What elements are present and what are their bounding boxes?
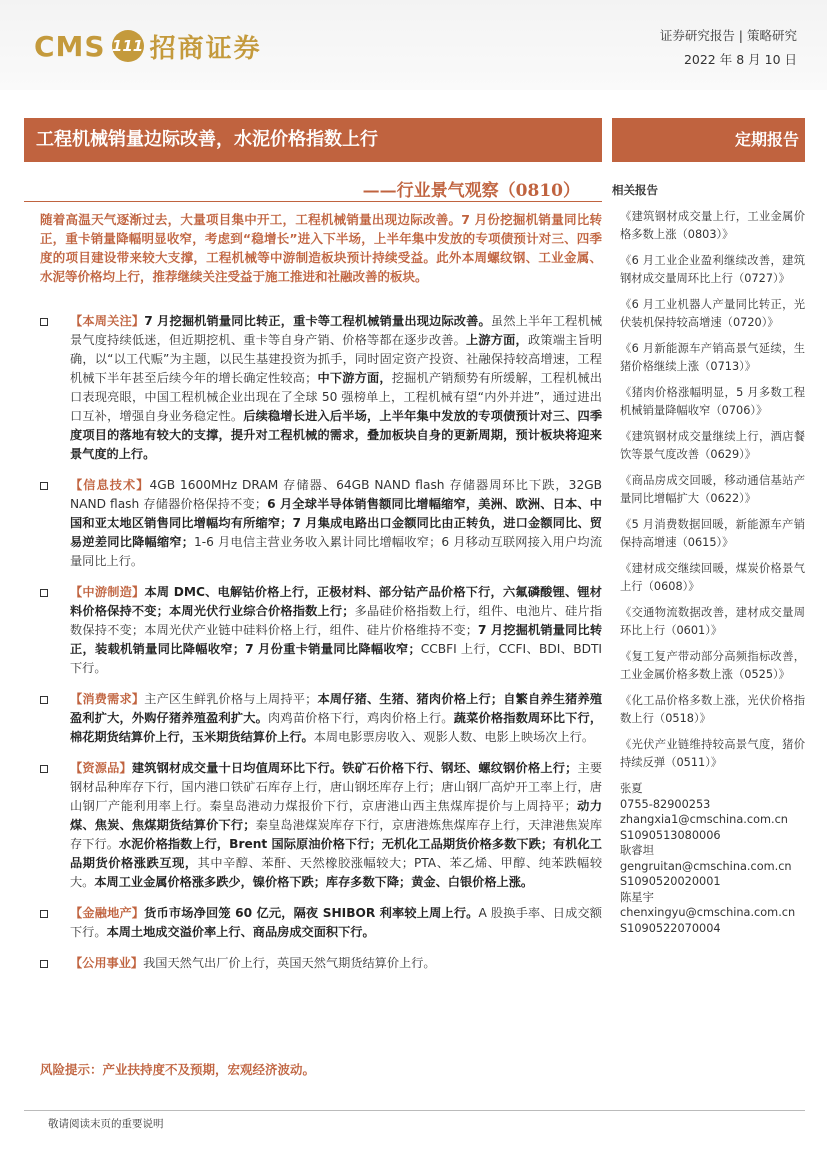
bullet-item — [40, 690, 602, 747]
subtitle-divider — [24, 201, 602, 202]
analyst-cert: S1090522070004 — [620, 921, 721, 935]
analyst-name: 张夏 — [620, 782, 643, 795]
square-bullet-icon — [40, 960, 48, 968]
related-reports-title: 相关报告 — [612, 183, 658, 197]
related-report-link[interactable]: 《建筑钢材成交量上行，工业金属价格多数上涨（0803）》 — [620, 210, 805, 241]
related-report-link[interactable]: 《复工复产带动部分高频指标改善，工业金属价格多数上涨（0525）》 — [620, 650, 805, 681]
related-report-link[interactable]: 《5 月消费数据回暖，新能源车产销保持高增速（0615）》 — [620, 518, 805, 549]
analyst-name: 陈星宇 — [620, 890, 654, 904]
report-title: 工程机械销量边际改善，水泥价格指数上行 — [24, 118, 602, 162]
analyst-email[interactable]: gengruitan@cmschina.com.cn — [620, 859, 792, 873]
bullet-text-segment: 多晶硅价格指数上行，组件、电池片、硅片指数保持不变；本周光伏产业链中硅料价格上行，组件、硅片价格维持不变； — [70, 604, 603, 637]
related-report-link[interactable]: 《猪肉价格涨幅明显，5 月多数工程机械销量降幅收窄（0706）》 — [620, 386, 805, 417]
analyst-cert: S1090520020001 — [620, 875, 721, 888]
bullet-text-segment: 挖掘机产销颓势有所缓解，工程机械出口表现亮眼，中国工程机械企业出现在了全球 50 强榜单上，工程机械有望“内外并进”，通过进出口互补，增强自身业务稳定性。 — [70, 371, 603, 423]
bullet-text-segment: 本周 DMC、电解钴价格上行，正极材料、部分钴产品价格下行，六氟磷酸锂、锂材料价格保持不变；本周光伏行业综合价格指数上行； — [70, 585, 602, 618]
bullet-text-segment: 秦皇岛港煤炭库存下行，京唐港炼焦煤库存上行，天津港焦炭库存下行。 — [70, 818, 603, 851]
bullet-text-segment: 动力煤、焦炭、焦煤期货结算价下行； — [70, 799, 603, 832]
related-report-link[interactable]: 《交通物流数据改善，建材成交量周环比上行（0601）》 — [620, 606, 805, 637]
bullet-text-segment: 后续稳增长进入后半场，上半年集中发放的专项债预计对三、四季度项目的落地有较大的支撑，提升对工程机械的需求，叠加板块自身的更新周期，预计板块将迎来景气度的上行。 — [70, 409, 603, 461]
bullet-list — [40, 312, 602, 985]
bullet-text-segment: 虽然上半年工程机械景气度持续低迷，但近期挖机、重卡等自身产销、价格等都在逐步改善。 — [70, 314, 603, 347]
analyst-cert: S1090513080006 — [620, 828, 721, 842]
logo-company-name: 招商证券 — [149, 33, 262, 64]
report-tag: 定期报告 — [612, 118, 805, 162]
bullet-text-segment: CCBFI 上行，CCFI、BDI、BDTI 下行。 — [70, 642, 602, 675]
bullet-text-segment: 货币市场净回笼 60 亿元，隔夜 SHIBOR 利率较上周上行。 — [144, 906, 479, 920]
bullet-item — [40, 904, 602, 942]
risk-warning: 风险提示：产业扶持度不及预期，宏观经济波动。 — [40, 1062, 316, 1077]
bullet-text-segment: 4GB 1600MHz DRAM 存储器、64GB NAND flash 存储器周环比下跌，32GB NAND flash 存储器价格保持不变； — [70, 478, 602, 511]
report-subtitle: ——行业景气观察（0810） — [362, 181, 580, 201]
bullet-tag: 【信息技术】 — [70, 478, 150, 492]
analyst-name: 耿睿坦 — [620, 844, 654, 857]
bullet-text-segment: 7 月挖掘机销量同比转正，重卡等工程机械销量出现边际改善。 — [144, 314, 491, 328]
bullet-text-segment: 1-6 月电信主营业务收入累计同比增幅收窄；6 月移动互联网接入用户均流量同比上行。 — [70, 535, 603, 568]
bullet-text-segment: 本周电影票房收入、观影人数、电影上映场次上行。 — [313, 730, 595, 744]
bullet-tag: 【资源品】 — [70, 761, 132, 775]
logo-badge-icon: 111 — [112, 30, 144, 62]
related-reports-list — [612, 208, 805, 771]
square-bullet-icon — [40, 589, 48, 597]
square-bullet-icon — [40, 910, 48, 918]
bullet-text-segment: 本周仔猪、生猪、猪肉价格上行；自繁自养生猪养殖盈利扩大，外购仔猪养殖盈利扩大。 — [70, 692, 603, 725]
related-report-link[interactable]: 《建材成交继续回暖，煤炭价格景气上行（0608）》 — [620, 562, 805, 593]
sidebar — [612, 182, 805, 936]
bullet-text-segment: 本周土地成交溢价率上行、商品房成交面积下行。 — [106, 925, 375, 939]
bullet-item — [40, 759, 602, 892]
square-bullet-icon — [40, 696, 48, 704]
bullet-text-segment: 主要钢材品种库存下行，国内港口铁矿石库存上行，唐山钢坯库存上行；唐山钢厂高炉开工率上行，唐山钢厂产能利用率上行。秦皇岛港动力煤报价下行，京唐港山西主焦煤库提价与上周持平； — [70, 761, 603, 813]
bullet-text-segment: 本周工业金属价格涨多跌少，镍价格下跌；库存多数下降；黄金、白银价格上涨。 — [94, 875, 534, 889]
bullet-text-segment: 政策端主旨明确，以“以工代赈”为主题，以民生基建投资为抓手，同时固定资产投资、社融保持较高增速，工程机械下半年甚至后续今年的增长确定性较高； — [70, 333, 603, 385]
bullet-tag: 【中游制造】 — [70, 585, 145, 599]
related-report-link[interactable]: 《6 月新能源车产销高景气延续，生猪价格继续上涨（0713）》 — [620, 342, 805, 373]
bullet-tag: 【金融地产】 — [70, 906, 145, 920]
bullet-text-segment: 中下游方面， — [317, 371, 392, 385]
report-type: 证券研究报告 | 策略研究 — [659, 28, 797, 43]
square-bullet-icon — [40, 482, 48, 490]
analyst-email[interactable]: chenxingyu@cmschina.com.cn — [620, 906, 796, 919]
analyst-info — [612, 781, 805, 936]
bullet-item — [40, 954, 602, 973]
footer-divider — [24, 1110, 805, 1111]
logo-cms-text: CMS — [34, 29, 106, 63]
related-report-link[interactable]: 《化工品价格多数上涨，光伏价格指数上行（0518）》 — [620, 694, 805, 725]
bullet-text-segment: 蔬菜价格指数周环比下行，棉花期货结算价上行，玉米期货结算价上行。 — [70, 711, 603, 744]
summary-paragraph: 随着高温天气逐渐过去，大量项目集中开工，工程机械销量出现边际改善。7 月份挖掘机销量同比转正，重卡销量降幅明显收窄，考虑到“稳增长”进入下半场，上半年集中发放的专项债预计对三、四季度的项目建设带来较大支撑，工程机械等中游制造板块预计持续受益。此外本周螺纹钢、工业金属、水泥等价格均上行，推荐继续关注受益于施工推进和社融改善的板块。 — [40, 212, 602, 284]
bullet-item — [40, 583, 602, 678]
related-report-link[interactable]: 《6 月工业企业盈利继续改善，建筑钢材成交量周环比上行（0727）》 — [620, 254, 805, 285]
bullet-text-segment: 主产区生鲜乳价格与上周持平； — [144, 692, 318, 706]
analyst-email[interactable]: zhangxia1@cmschina.com.cn — [620, 813, 788, 826]
bullet-text-segment: 肉鸡苗价格下行，鸡肉价格上行。 — [268, 711, 454, 725]
footer-note: 敬请阅读末页的重要说明 — [48, 1118, 164, 1130]
related-report-link[interactable]: 《商品房成交回暖，移动通信基站产量同比增幅扩大（0622）》 — [620, 474, 805, 505]
square-bullet-icon — [40, 318, 48, 326]
bullet-text-segment: 水泥价格指数上行，Brent 国际原油价格下行；无机化工品期货价格多数下跌；有机化工品期货价格涨跌互现， — [70, 837, 602, 870]
related-report-link[interactable]: 《6 月工业机器人产量同比转正，光伏装机保持较高增速（0720）》 — [620, 298, 805, 329]
bullet-text-segment: 6 月全球半导体销售额同比增幅缩窄，美洲、欧洲、日本、中国和亚太地区销售同比增幅均有所缩窄；7 月集成电路出口金额同比由正转负，进口金额同比、贸易逆差同比降幅缩窄； — [70, 497, 602, 549]
bullet-text-segment: 上游方面， — [466, 333, 528, 347]
related-report-link[interactable]: 《光伏产业链维持较高景气度，猪价持续反弹（0511）》 — [620, 738, 805, 769]
square-bullet-icon — [40, 765, 48, 773]
bullet-text-segment: A 股换手率、日成交额下行。 — [70, 906, 602, 939]
bullet-text-segment: 其中辛醇、苯酐、天然橡胶涨幅较大；PTA、苯乙烯、甲醇、纯苯跌幅较大。 — [70, 856, 603, 889]
analyst-phone: 0755-82900253 — [620, 797, 711, 811]
report-date: 2022 年 8 月 10 日 — [683, 52, 797, 67]
related-report-link[interactable]: 《建筑钢材成交量继续上行，酒店餐饮等景气度改善（0629）》 — [620, 430, 805, 461]
bullet-tag: 【公用事业】 — [70, 956, 144, 970]
bullet-tag: 【本周关注】 — [70, 314, 145, 328]
bullet-item — [40, 312, 602, 464]
bullet-text-segment: 建筑钢材成交量十日均值周环比下行。铁矿石价格下行、钢坯、螺纹钢价格上行； — [131, 761, 578, 775]
bullet-item — [40, 476, 602, 571]
company-logo — [34, 26, 262, 66]
bullet-tag: 【消费需求】 — [70, 692, 145, 706]
bullet-text-segment: 我国天然气出厂价上行，英国天然气期货结算价上行。 — [143, 956, 436, 970]
bullet-text-segment: 7 月挖掘机销量同比转正，装载机销量同比降幅收窄；7 月份重卡销量同比降幅收窄； — [70, 623, 603, 656]
